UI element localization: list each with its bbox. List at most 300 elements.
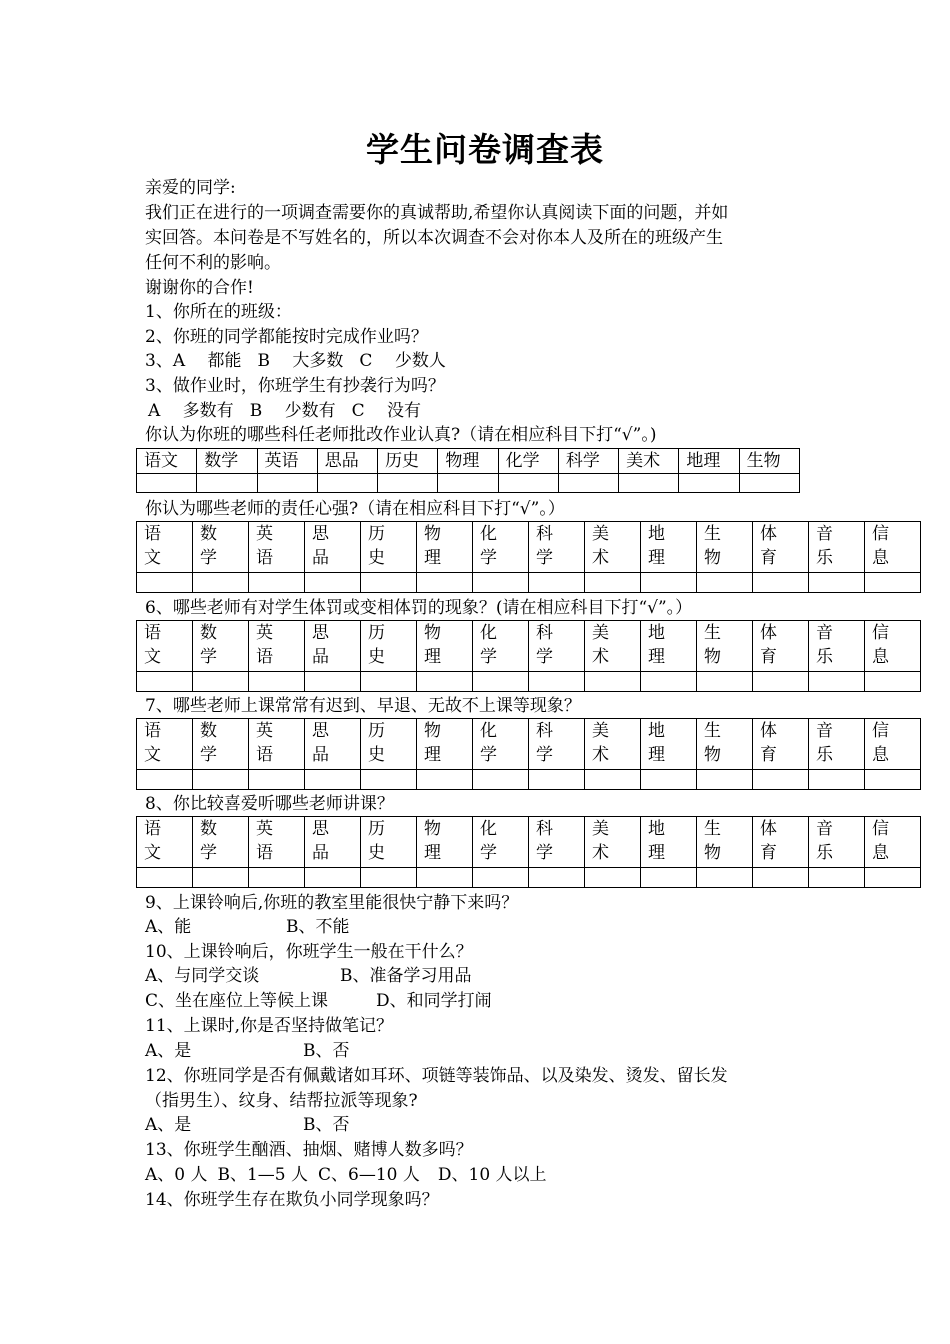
question-7: 7、哪些老师上课常常有迟到、早退、无故不上课等现象？ (145, 696, 581, 716)
subject-header-cell (753, 817, 809, 868)
subject-char-2: 术 (592, 548, 609, 568)
option[interactable]: C 没有 (351, 401, 422, 421)
subject-char-2: 乐 (816, 647, 833, 667)
subject-header-cell (809, 719, 865, 770)
subject-char-1: 物 (424, 524, 441, 544)
option[interactable]: A 多数有 (148, 401, 234, 421)
subject-char-2: 术 (592, 647, 609, 667)
subject-char-1: 地 (648, 721, 665, 741)
subject-char-2: 理 (648, 843, 665, 863)
question-3: 3、做作业时，你班学生有抄袭行为吗？ (145, 376, 445, 396)
checkmark-cell[interactable] (249, 770, 305, 790)
checkmark-cell[interactable] (809, 770, 865, 790)
page-title: 学生问卷调查表 (366, 130, 604, 169)
checkmark-cell[interactable] (753, 770, 809, 790)
subject-header-cell: 化学 (498, 449, 558, 474)
question-13-options (145, 1164, 825, 1186)
subject-char-2: 文 (144, 548, 161, 568)
subject-char-1: 化 (480, 819, 497, 839)
question-4: 你认为你班的哪些科任老师批改作业认真?（请在相应科目下打“√”。) (145, 425, 657, 445)
subject-header-cell (809, 621, 865, 672)
subject-header-cell (529, 522, 585, 573)
option[interactable]: A、能 (145, 917, 192, 937)
checkmark-cell[interactable] (498, 474, 558, 493)
subject-header-cell (473, 621, 529, 672)
subject-header-cell (865, 522, 921, 573)
option[interactable]: A、是 (145, 1041, 192, 1061)
subject-header-cell (417, 621, 473, 672)
checkmark-cell[interactable] (417, 868, 473, 888)
intro-line-2: 实回答。本问卷是不写姓名的，所以本次调查不会对你本人及所在的班级产生 (145, 228, 723, 248)
option[interactable]: D、10 人以上 (437, 1165, 547, 1185)
subject-char-2: 物 (704, 745, 721, 765)
subject-char-1: 生 (704, 721, 721, 741)
subject-char-2: 乐 (816, 745, 833, 765)
subject-header-cell (865, 817, 921, 868)
subject-char-1: 科 (536, 721, 553, 741)
subject-header-cell (753, 719, 809, 770)
subject-char-2: 理 (424, 548, 441, 568)
checkmark-cell[interactable] (317, 474, 377, 493)
subject-char-1: 地 (648, 524, 665, 544)
subject-char-1: 生 (704, 623, 721, 643)
subject-char-1: 美 (592, 524, 609, 544)
subject-char-2: 语 (256, 548, 273, 568)
subject-table-responsibility (136, 521, 921, 593)
subject-header-cell (865, 719, 921, 770)
subject-header-cell (473, 522, 529, 573)
checkmark-cell[interactable] (529, 573, 585, 593)
subject-char-2: 史 (368, 843, 385, 863)
checkmark-cell[interactable] (753, 868, 809, 888)
option[interactable]: B 少数有 (249, 401, 336, 421)
subject-char-2: 学 (200, 548, 217, 568)
subject-char-1: 信 (872, 819, 889, 839)
subject-char-2: 史 (368, 548, 385, 568)
subject-char-1: 信 (872, 721, 889, 741)
checkmark-cell[interactable] (361, 573, 417, 593)
question-6: 6、哪些老师有对学生体罚或变相体罚的现象？(请在相应科目下打“√”。） (145, 598, 693, 618)
option[interactable]: A、与同学交谈 (145, 966, 260, 986)
subject-char-1: 美 (592, 623, 609, 643)
subject-char-2: 息 (872, 647, 889, 667)
checkmark-cell[interactable] (865, 672, 921, 692)
checkmark-cell[interactable] (137, 474, 197, 493)
subject-char-1: 生 (704, 524, 721, 544)
subject-header-cell: 物理 (438, 449, 498, 474)
subject-char-2: 语 (256, 745, 273, 765)
subject-char-1: 科 (536, 524, 553, 544)
subject-char-2: 品 (312, 647, 329, 667)
subject-char-2: 乐 (816, 548, 833, 568)
subject-char-2: 乐 (816, 843, 833, 863)
subject-char-1: 数 (200, 623, 217, 643)
subject-header-cell (809, 522, 865, 573)
subject-header-cell (361, 719, 417, 770)
subject-header-cell (417, 817, 473, 868)
checkmark-cell[interactable] (417, 573, 473, 593)
subject-char-2: 学 (480, 548, 497, 568)
checkmark-cell[interactable] (305, 672, 361, 692)
subject-header-cell (417, 719, 473, 770)
subject-header-cell: 思品 (317, 449, 377, 474)
subject-header-cell (585, 522, 641, 573)
subject-char-2: 物 (704, 843, 721, 863)
subject-header-cell (249, 522, 305, 573)
subject-char-1: 语 (144, 524, 161, 544)
question-10-options-ab (145, 965, 825, 987)
subject-char-1: 英 (256, 623, 273, 643)
checkmark-cell[interactable] (438, 474, 498, 493)
subject-header-cell (753, 522, 809, 573)
subject-char-1: 物 (424, 819, 441, 839)
checkmark-cell[interactable] (197, 474, 257, 493)
option[interactable]: B、否 (303, 1115, 350, 1135)
subject-char-1: 音 (816, 623, 833, 643)
checkmark-cell[interactable] (585, 573, 641, 593)
question-10: 10、上课铃响后，你班学生一般在干什么？ (145, 942, 473, 962)
option[interactable]: B、准备学习用品 (340, 966, 472, 986)
intro-line-1: 我们正在进行的一项调查需要你的真诚帮助,希望你认真阅读下面的问题，并如 (145, 203, 729, 223)
checkmark-cell[interactable] (865, 868, 921, 888)
checkmark-cell[interactable] (249, 672, 305, 692)
subject-char-1: 思 (312, 721, 329, 741)
subject-char-1: 英 (256, 721, 273, 741)
subject-char-2: 育 (760, 745, 777, 765)
greeting: 亲爱的同学: (145, 178, 236, 198)
checkmark-cell[interactable] (865, 770, 921, 790)
subject-char-2: 息 (872, 548, 889, 568)
subject-header-cell (249, 621, 305, 672)
option[interactable]: 3、A 都能 (145, 351, 242, 371)
checkmark-cell[interactable] (753, 672, 809, 692)
subject-char-2: 理 (648, 745, 665, 765)
checkmark-cell[interactable] (585, 868, 641, 888)
subject-char-2: 学 (536, 647, 553, 667)
subject-char-1: 地 (648, 623, 665, 643)
subject-header-cell (137, 719, 193, 770)
checkmark-cell[interactable] (305, 868, 361, 888)
subject-char-1: 体 (760, 721, 777, 741)
subject-char-2: 品 (312, 745, 329, 765)
subject-char-1: 科 (536, 819, 553, 839)
subject-char-2: 文 (144, 647, 161, 667)
question-1: 1、你所在的班级： (145, 302, 292, 322)
subject-header-cell (193, 522, 249, 573)
checkmark-cell[interactable] (558, 474, 618, 493)
checkmark-cell[interactable] (619, 474, 679, 493)
question-2: 2、你班的同学都能按时完成作业吗？ (145, 327, 428, 347)
subject-char-1: 历 (368, 524, 385, 544)
checkmark-cell[interactable] (361, 868, 417, 888)
subject-char-2: 文 (144, 843, 161, 863)
checkmark-cell[interactable] (137, 868, 193, 888)
subject-char-2: 语 (256, 843, 273, 863)
subject-char-1: 体 (760, 524, 777, 544)
subject-char-1: 音 (816, 819, 833, 839)
subject-header-cell (193, 817, 249, 868)
subject-char-2: 学 (200, 647, 217, 667)
subject-char-2: 学 (536, 548, 553, 568)
subject-header-cell (361, 817, 417, 868)
subject-char-2: 物 (704, 647, 721, 667)
subject-header-cell (697, 621, 753, 672)
subject-char-2: 理 (424, 745, 441, 765)
intro-line-3: 任何不利的影响。 (145, 253, 281, 273)
subject-char-1: 化 (480, 524, 497, 544)
subject-char-1: 思 (312, 819, 329, 839)
subject-header-cell (641, 621, 697, 672)
checkmark-cell[interactable] (679, 474, 739, 493)
subject-char-2: 学 (200, 745, 217, 765)
checkmark-cell[interactable] (697, 672, 753, 692)
subject-header-cell (305, 522, 361, 573)
checkmark-cell[interactable] (585, 672, 641, 692)
checkmark-cell[interactable] (417, 770, 473, 790)
question-14: 14、你班学生存在欺负小同学现象吗？ (145, 1190, 439, 1210)
subject-char-2: 育 (760, 548, 777, 568)
subject-char-2: 史 (368, 745, 385, 765)
subject-header-cell (641, 719, 697, 770)
subject-header-cell (305, 719, 361, 770)
subject-char-1: 语 (144, 623, 161, 643)
subject-char-1: 思 (312, 623, 329, 643)
question-8: 8、你比较喜爱听哪些老师讲课？ (145, 794, 394, 814)
subject-char-2: 理 (424, 647, 441, 667)
option[interactable]: C 少数人 (359, 351, 446, 371)
subject-header-cell (641, 817, 697, 868)
checkmark-cell[interactable] (697, 770, 753, 790)
checkmark-cell[interactable] (641, 672, 697, 692)
subject-table-punishment (136, 620, 921, 692)
subject-char-1: 历 (368, 721, 385, 741)
thanks-text: 谢谢你的合作! (145, 278, 254, 298)
option[interactable]: B、否 (303, 1041, 350, 1061)
subject-char-1: 历 (368, 623, 385, 643)
subject-header-cell (585, 719, 641, 770)
subject-char-1: 美 (592, 721, 609, 741)
subject-char-1: 思 (312, 524, 329, 544)
subject-header-cell: 生物 (739, 449, 799, 474)
subject-char-1: 化 (480, 721, 497, 741)
subject-header-cell (305, 817, 361, 868)
checkmark-cell[interactable] (417, 672, 473, 692)
option[interactable]: B、不能 (286, 917, 350, 937)
subject-char-1: 化 (480, 623, 497, 643)
checkmark-cell[interactable] (473, 770, 529, 790)
subject-char-1: 物 (424, 623, 441, 643)
checkmark-cell[interactable] (809, 672, 865, 692)
checkmark-cell[interactable] (753, 573, 809, 593)
question-12-line-1: 12、你班同学是否有佩戴诸如耳环、项链等装饰品、以及染发、烫发、留长发 (145, 1066, 728, 1086)
subject-char-2: 育 (760, 647, 777, 667)
checkmark-cell[interactable] (809, 868, 865, 888)
subject-char-2: 育 (760, 843, 777, 863)
subject-header-cell (473, 719, 529, 770)
checkmark-cell[interactable] (361, 672, 417, 692)
subject-header-cell (809, 817, 865, 868)
question-11: 11、上课时,你是否坚持做笔记？ (145, 1016, 394, 1036)
subject-header-cell (865, 621, 921, 672)
option[interactable]: A、0 人 (145, 1165, 208, 1185)
option[interactable]: C、坐在座位上等候上课 (145, 991, 329, 1011)
question-12-options (145, 1114, 825, 1136)
checkmark-cell[interactable] (473, 672, 529, 692)
subject-header-cell (529, 817, 585, 868)
option[interactable]: D、和同学打闹 (376, 991, 492, 1011)
checkmark-cell[interactable] (529, 672, 585, 692)
subject-char-1: 体 (760, 623, 777, 643)
checkmark-cell[interactable] (193, 868, 249, 888)
checkmark-cell[interactable] (529, 868, 585, 888)
question-11-options (145, 1040, 825, 1062)
option[interactable]: B、1—5 人 (217, 1165, 309, 1185)
subject-header-cell (641, 522, 697, 573)
subject-char-1: 数 (200, 721, 217, 741)
subject-char-2: 术 (592, 843, 609, 863)
checkmark-cell[interactable] (641, 868, 697, 888)
subject-char-2: 文 (144, 745, 161, 765)
question-13: 13、你班学生酗酒、抽烟、赌博人数多吗？ (145, 1140, 473, 1160)
checkmark-cell[interactable] (193, 573, 249, 593)
subject-char-2: 学 (480, 843, 497, 863)
checkmark-cell[interactable] (697, 868, 753, 888)
checkmark-cell[interactable] (473, 868, 529, 888)
subject-char-2: 学 (480, 647, 497, 667)
checkmark-cell[interactable] (137, 573, 193, 593)
subject-header-cell (585, 817, 641, 868)
option[interactable]: C、6—10 人 (318, 1165, 420, 1185)
subject-char-1: 英 (256, 524, 273, 544)
subject-header-cell (193, 621, 249, 672)
subject-char-2: 术 (592, 745, 609, 765)
subject-char-1: 生 (704, 819, 721, 839)
subject-char-2: 理 (424, 843, 441, 863)
subject-char-1: 美 (592, 819, 609, 839)
subject-header-cell: 历史 (378, 449, 438, 474)
subject-header-cell (361, 522, 417, 573)
subject-header-cell: 数学 (197, 449, 257, 474)
checkmark-cell[interactable] (249, 868, 305, 888)
subject-header-cell (137, 522, 193, 573)
subject-header-cell (137, 817, 193, 868)
subject-char-2: 理 (648, 647, 665, 667)
checkmark-cell[interactable] (739, 474, 799, 493)
subject-header-cell (249, 817, 305, 868)
subject-header-cell (529, 719, 585, 770)
subject-char-1: 地 (648, 819, 665, 839)
checkmark-cell[interactable] (257, 474, 317, 493)
subject-char-1: 语 (144, 721, 161, 741)
subject-char-1: 数 (200, 819, 217, 839)
subject-char-1: 数 (200, 524, 217, 544)
subject-char-1: 语 (144, 819, 161, 839)
checkmark-cell[interactable] (378, 474, 438, 493)
subject-header-cell: 语文 (137, 449, 197, 474)
subject-char-2: 学 (536, 843, 553, 863)
subject-char-2: 学 (536, 745, 553, 765)
subject-char-1: 物 (424, 721, 441, 741)
subject-table-lateness (136, 718, 921, 790)
checkmark-cell[interactable] (137, 672, 193, 692)
subject-char-2: 学 (480, 745, 497, 765)
subject-char-2: 语 (256, 647, 273, 667)
subject-header-cell (193, 719, 249, 770)
checkmark-cell[interactable] (697, 573, 753, 593)
subject-header-cell (249, 719, 305, 770)
checkmark-cell[interactable] (585, 770, 641, 790)
subject-header-cell (697, 719, 753, 770)
subject-char-1: 音 (816, 524, 833, 544)
subject-header-cell (753, 621, 809, 672)
question-12-line-2: （指男生）、纹身、结帮拉派等现象? (145, 1091, 418, 1111)
option[interactable]: B 大多数 (257, 351, 344, 371)
subject-char-1: 音 (816, 721, 833, 741)
subject-char-1: 历 (368, 819, 385, 839)
checkmark-cell[interactable] (137, 770, 193, 790)
question-9-options (145, 916, 825, 938)
checkmark-cell[interactable] (361, 770, 417, 790)
subject-header-cell (473, 817, 529, 868)
subject-header-cell (529, 621, 585, 672)
subject-header-cell (361, 621, 417, 672)
checkmark-cell[interactable] (529, 770, 585, 790)
subject-header-cell: 英语 (257, 449, 317, 474)
question-10-options-cd (145, 990, 825, 1012)
subject-header-cell (305, 621, 361, 672)
subject-char-1: 科 (536, 623, 553, 643)
checkmark-cell[interactable] (865, 573, 921, 593)
subject-char-2: 物 (704, 548, 721, 568)
option[interactable]: A、是 (145, 1115, 192, 1135)
checkmark-cell[interactable] (473, 573, 529, 593)
subject-char-2: 品 (312, 843, 329, 863)
checkmark-cell[interactable] (809, 573, 865, 593)
subject-char-1: 信 (872, 524, 889, 544)
checkmark-cell[interactable] (193, 672, 249, 692)
question-3-options (145, 400, 825, 422)
subject-table-grading (136, 448, 800, 493)
checkmark-cell[interactable] (193, 770, 249, 790)
subject-char-2: 息 (872, 745, 889, 765)
subject-header-cell (417, 522, 473, 573)
subject-header-cell: 科学 (558, 449, 618, 474)
subject-char-1: 信 (872, 623, 889, 643)
subject-char-2: 息 (872, 843, 889, 863)
subject-char-2: 品 (312, 548, 329, 568)
subject-char-1: 体 (760, 819, 777, 839)
checkmark-cell[interactable] (641, 573, 697, 593)
subject-char-2: 学 (200, 843, 217, 863)
subject-header-cell (697, 817, 753, 868)
question-5: 你认为哪些老师的责任心强?（请在相应科目下打“√”。） (145, 499, 565, 519)
checkmark-cell[interactable] (305, 770, 361, 790)
subject-char-1: 英 (256, 819, 273, 839)
question-9: 9、上课铃响后,你班的教室里能很快宁静下来吗？ (145, 893, 519, 913)
subject-char-2: 史 (368, 647, 385, 667)
subject-header-cell: 美术 (619, 449, 679, 474)
subject-header-cell: 地理 (679, 449, 739, 474)
subject-char-2: 理 (648, 548, 665, 568)
checkmark-cell[interactable] (305, 573, 361, 593)
checkmark-cell[interactable] (249, 573, 305, 593)
subject-header-cell (137, 621, 193, 672)
subject-table-favorite (136, 816, 921, 888)
question-2-options (145, 350, 825, 372)
checkmark-cell[interactable] (641, 770, 697, 790)
subject-header-cell (585, 621, 641, 672)
subject-header-cell (697, 522, 753, 573)
